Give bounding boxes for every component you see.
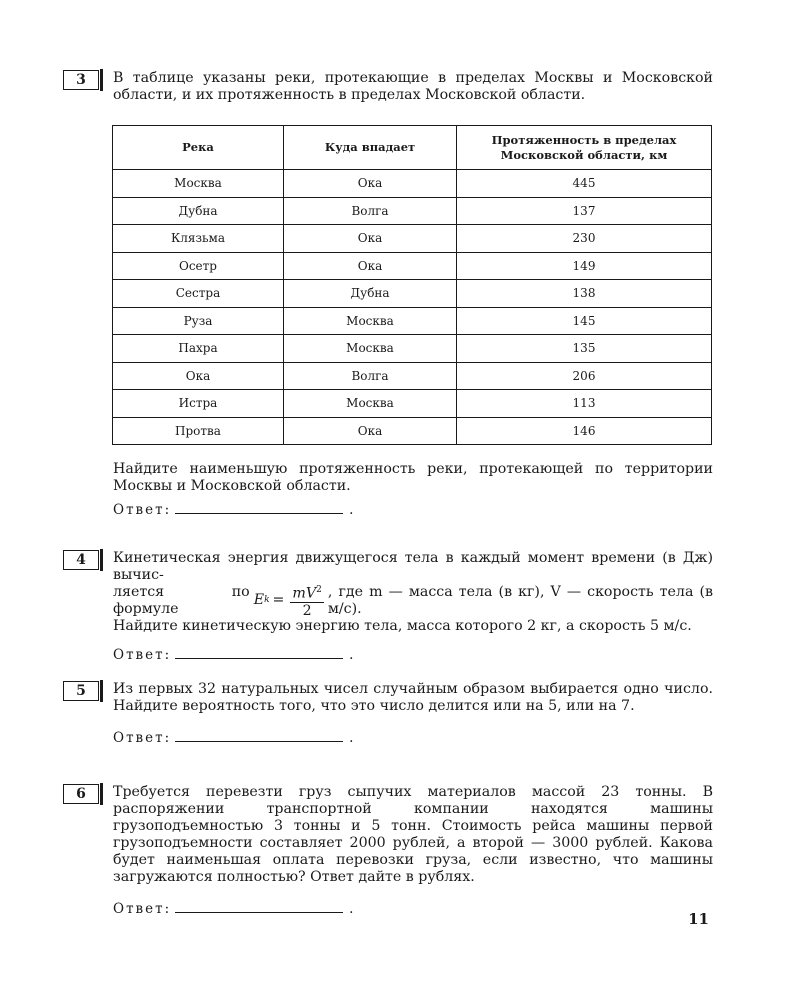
cell-flows-into: Москва (284, 307, 457, 335)
cell-flows-into: Волга (284, 362, 457, 390)
task-number-3: 3 (63, 70, 99, 90)
cell-length: 230 (457, 225, 712, 253)
cell-river: Москва (113, 170, 284, 198)
cell-river: Пахра (113, 335, 284, 363)
cell-river: Осетр (113, 252, 284, 280)
cell-river: Сестра (113, 280, 284, 308)
task-number-6: 6 (63, 784, 99, 804)
task-4 (63, 550, 713, 663)
cell-river: Протва (113, 417, 284, 445)
answer-field[interactable] (175, 900, 343, 913)
header-length: Протяженность в пределах Московской области, км (457, 126, 712, 170)
cell-length: 138 (457, 280, 712, 308)
answer-label: Ответ: (113, 502, 172, 518)
cell-flows-into: Москва (284, 390, 457, 418)
cell-length: 206 (457, 362, 712, 390)
answer-field[interactable] (175, 501, 343, 514)
cell-length: 145 (457, 307, 712, 335)
cell-length: 149 (457, 252, 712, 280)
formula-line: ляется по формуле E k = $\frac{mV^2}{2}$ , где m — масса тела (в кг), V — скорость тела (в м/с). (113, 584, 713, 619)
cell-flows-into: Ока (284, 252, 457, 280)
table-header-row (113, 126, 712, 170)
formula-fraction: $\frac{mV^2}{2}$ (290, 582, 323, 620)
cell-river: Руза (113, 307, 284, 335)
task-4-text: Кинетическая энергия движущегося тела в каждый момент времени (в Дж) вычис- ляется по формуле E k = $\frac{mV^2}{2}$ , где m — масса тела (в кг), V — скорость тела (в м/с). Найдите кинетическую энергию тела, масса которого 2 кг, а скорость 5 м/с. (113, 550, 713, 634)
table-row (113, 335, 712, 363)
cell-length: 113 (457, 390, 712, 418)
table-row (113, 225, 712, 253)
kinetic-energy-formula: E k = $\frac{mV^2}{2}$ (254, 582, 324, 620)
cell-river: Ока (113, 362, 284, 390)
cell-flows-into: Дубна (284, 280, 457, 308)
table-row (113, 280, 712, 308)
cell-length: 135 (457, 335, 712, 363)
task-3-intro: В таблице указаны реки, протекающие в пределах Москвы и Московской области, и их протяженность в пределах Московской области. (113, 70, 713, 103)
answer-field[interactable] (175, 729, 343, 742)
table-row (113, 390, 712, 418)
task-number-5: 5 (63, 681, 99, 701)
cell-river: Истра (113, 390, 284, 418)
task-3-answer: Ответ: . (113, 502, 356, 518)
task-6-text: Требуется перевезти груз сыпучих материалов массой 23 тонны. В распоряжении транспортной компании находятся машины грузоподъемностью 3 тонны и 5 тонн. Стоимость рейса машины первой грузоподъемности составляет 2000 рублей, а второй — 3000 рублей. Какова будет наименьшая оплата перевозки груза, если известно, что машины загружаются полностью? Ответ дайте в рублях. (113, 784, 713, 885)
cell-length: 146 (457, 417, 712, 445)
task-6-answer: Ответ: . (113, 901, 356, 917)
task-6 (63, 784, 713, 917)
header-flows-into: Куда впадает (284, 126, 457, 170)
task-4-answer: Ответ: . (113, 647, 356, 663)
cell-length: 137 (457, 197, 712, 225)
answer-field[interactable] (175, 646, 343, 659)
cell-river: Клязьма (113, 225, 284, 253)
task-3-question: Найдите наименьшую протяженность реки, протекающей по территории Москвы и Московской области. (113, 461, 713, 494)
page-number: 11 (688, 910, 709, 928)
answer-label: Ответ: (113, 647, 172, 663)
cell-flows-into: Ока (284, 170, 457, 198)
cell-length: 445 (457, 170, 712, 198)
answer-label: Ответ: (113, 901, 172, 917)
table-row (113, 252, 712, 280)
rivers-table (112, 125, 712, 445)
table-row (113, 362, 712, 390)
header-river: Река (113, 126, 284, 170)
task-5-text: Из первых 32 натуральных чисел случайным образом выбирается одно число. Найдите вероятность того, что это число делится или на 5, или на 7. (113, 681, 713, 714)
cell-flows-into: Волга (284, 197, 457, 225)
table-row (113, 307, 712, 335)
cell-flows-into: Москва (284, 335, 457, 363)
cell-flows-into: Ока (284, 225, 457, 253)
answer-label: Ответ: (113, 730, 172, 746)
cell-flows-into: Ока (284, 417, 457, 445)
table-row (113, 417, 712, 445)
cell-river: Дубна (113, 197, 284, 225)
task-3 (63, 70, 713, 518)
task-number-4: 4 (63, 550, 99, 570)
task-5 (63, 681, 713, 746)
table-row (113, 170, 712, 198)
table-row (113, 197, 712, 225)
task-5-answer: Ответ: . (113, 730, 356, 746)
